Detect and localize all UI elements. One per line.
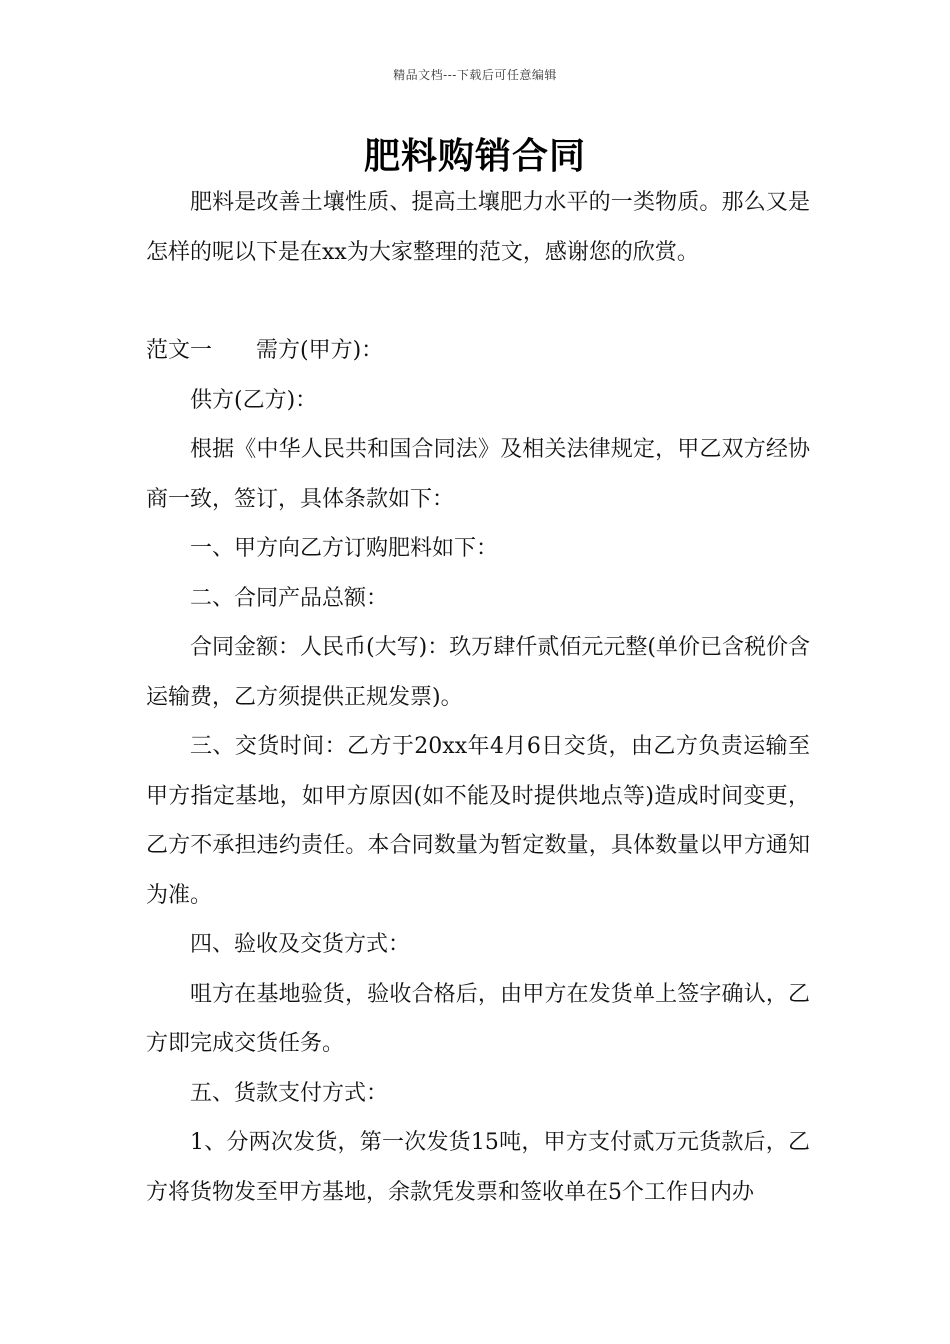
contract-paragraph: 咀方在基地验货，验收合格后，由甲方在发货单上签字确认，乙方即完成交货任务。 — [146, 981, 810, 1056]
sample-heading-line — [146, 326, 810, 376]
contract-paragraph: 五、货款支付方式： — [190, 1080, 389, 1106]
contract-paragraph: 供方(乙方)： — [190, 387, 318, 413]
intro-section — [146, 178, 810, 277]
contract-paragraph: 二、合同产品总额： — [190, 585, 389, 611]
contract-paragraph: 三、交货时间：乙方于20xx年4月6日交货，由乙方负责运输至甲方指定基地，如甲方原因(如不能及时提供地点等)造成时间变更，乙方不承担违约责任。本合同数量为暂定数量，具体数量以甲方通知为准。 — [146, 734, 810, 908]
contract-paragraph: 四、验收及交货方式： — [190, 932, 411, 957]
document-title: 肥料购销合同 — [363, 136, 586, 177]
header-note: 精品文档---下载后可任意编辑 — [393, 68, 557, 82]
sample-label: 范文一 — [146, 338, 213, 363]
contract-paragraph: 根据《中华人民共和国合同法》及相关法律规定，甲乙双方经协商一致，签订，具体条款如下： — [146, 437, 810, 512]
contract-body — [146, 326, 810, 1217]
contract-paragraph: 合同金额：人民币(大写)：玖万肆仟贰佰元元整(单价已含税价含运输费，乙方须提供正规发票)。 — [146, 635, 810, 710]
contract-paragraph: 一、甲方向乙方订购肥料如下： — [190, 536, 499, 561]
buyer-line: 需方(甲方)： — [256, 338, 384, 363]
contract-paragraph: 1、分两次发货，第一次发货15吨，甲方支付贰万元货款后，乙方将货物发至甲方基地，余款凭发票和签收单在5个工作日内办 — [146, 1130, 810, 1205]
intro-paragraph: 肥料是改善土壤性质、提高土壤肥力水平的一类物质。那么又是怎样的呢以下是在xx为大家整理的范文，感谢您的欣赏。 — [146, 190, 810, 265]
